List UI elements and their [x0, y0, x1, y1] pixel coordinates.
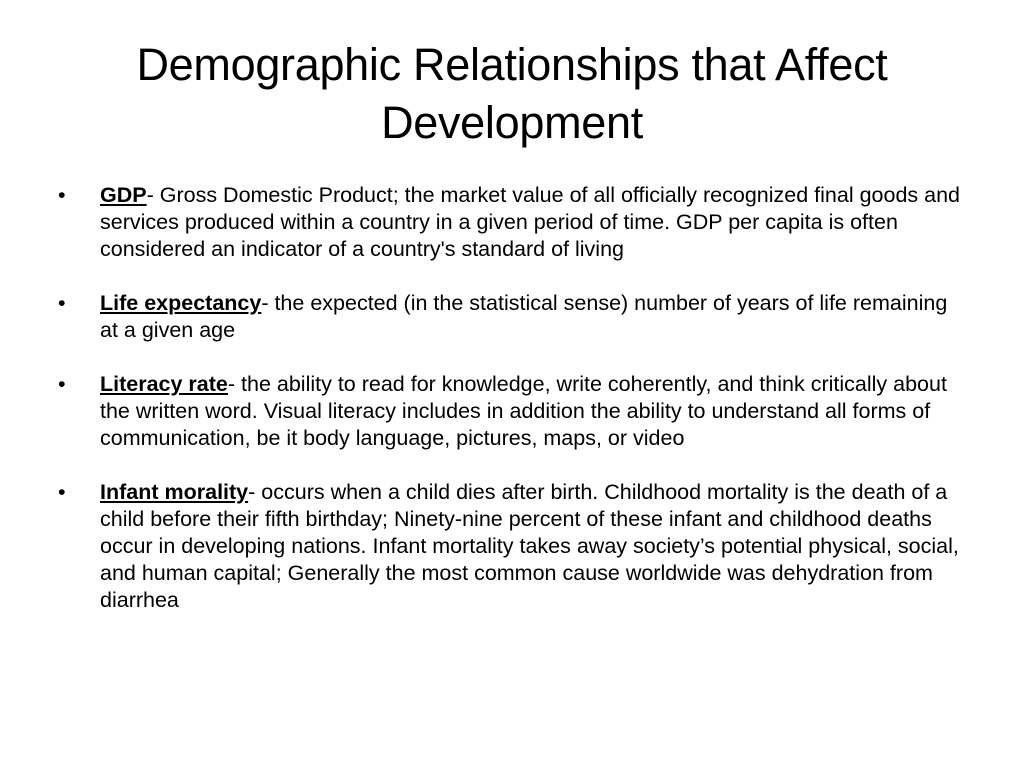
term-life-expectancy: Life expectancy [100, 291, 262, 315]
bullet-marker: • [58, 291, 66, 315]
bullet-item-literacy-rate [58, 371, 968, 452]
bullet-item-gdp [58, 182, 968, 263]
definition-life-expectancy: - the expected (in the statistical sense) number of years of life remaining at a given age [100, 291, 948, 342]
definition-literacy-rate: - the ability to read for knowledge, write coherently, and think critically about the written word. Visual literacy includes in addition the ability to understand all forms of communication, be it body language, pictures, maps, or video [100, 372, 947, 450]
definition-infant-mortality: - occurs when a child dies after birth. Childhood mortality is the death of a child before their fifth birthday; Ninety-nine percent of these infant and childhood deaths occur in developing nations. Infant mortality takes away society’s potential physical, social, and human capital; Generally the most common cause worldwide was dehydration from diarrhea [100, 480, 959, 612]
bullet-marker: • [58, 183, 66, 207]
bullet-list [58, 182, 968, 641]
bullet-marker: • [58, 480, 66, 504]
term-infant-mortality: Infant morality [100, 480, 249, 504]
definition-gdp: - Gross Domestic Product; the market value of all officially recognized final goods and services produced within a country in a given period of time. GDP per capita is often considered an indicator of a country's standard of living [100, 183, 961, 261]
term-literacy-rate: Literacy rate [100, 372, 228, 396]
bullet-marker: • [58, 372, 66, 396]
term-gdp: GDP [100, 183, 147, 207]
bullet-item-life-expectancy [58, 290, 968, 344]
slide-title: Demographic Relationships that Affect Development [136, 39, 888, 148]
bullet-item-infant-mortality [58, 479, 968, 614]
